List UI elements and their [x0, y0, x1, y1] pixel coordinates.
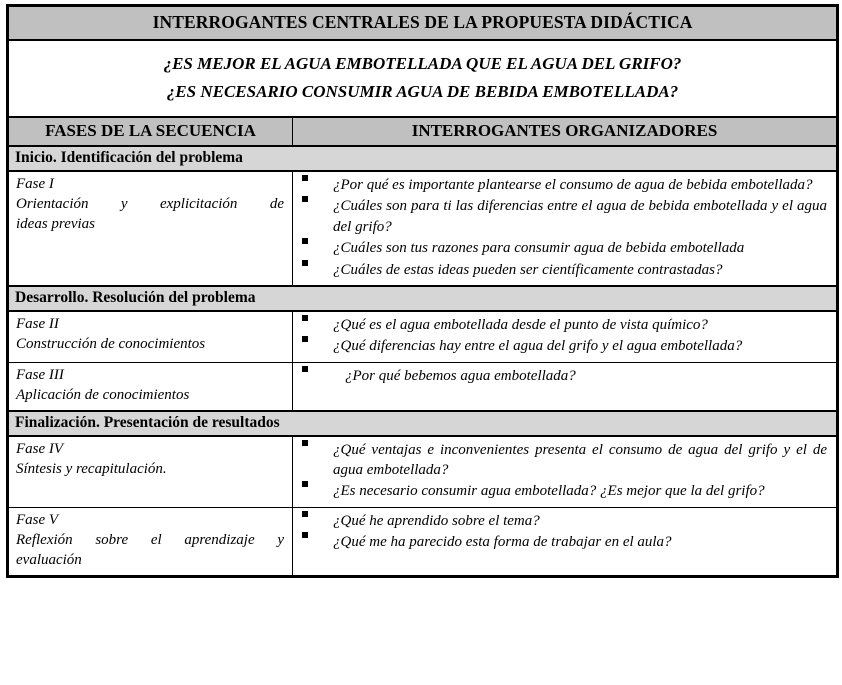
questions-cell-fase-i: [293, 171, 838, 286]
questions-cell-fase-iv: [293, 436, 838, 508]
square-bullet-icon: [302, 196, 308, 202]
phase-description-line-1: Reflexión sobre el aprendizaje y: [16, 531, 284, 548]
table-row-section-band: [8, 146, 838, 171]
driving-question-2: ¿ES NECESARIO CONSUMIR AGUA DE BEBIDA EMBOTELLADA?: [166, 81, 679, 101]
list-item: [293, 260, 827, 280]
list-item: [293, 175, 827, 195]
square-bullet-icon: [302, 440, 308, 446]
driving-question-1: ¿ES MEJOR EL AGUA EMBOTELLADA QUE EL AGUA DEL GRIFO?: [163, 54, 682, 73]
phase-cell-fase-v: [8, 507, 293, 576]
question-text: ¿Qué es el agua embotellada desde el punto de vista químico?: [333, 317, 708, 334]
phase-description-line-2: ideas previas: [16, 215, 96, 232]
table-row-driving-questions: [8, 40, 838, 117]
question-list: [293, 440, 827, 502]
square-bullet-icon: [302, 481, 308, 487]
square-bullet-icon: [302, 366, 308, 372]
table-row-section-band: [8, 411, 838, 436]
list-item: [293, 238, 827, 258]
phase-description-line-2: Aplicación de conocimientos: [16, 386, 190, 403]
table-row: [8, 507, 838, 576]
table-row-title: [8, 6, 838, 41]
phase-description-line-2: Construcción de conocimientos: [16, 335, 206, 352]
list-item: [293, 440, 827, 481]
question-text: ¿Por qué es importante plantearse el consumo de agua de bebida embotellada?: [333, 177, 813, 194]
driving-questions-cell: [8, 40, 838, 117]
question-text: ¿Por qué bebemos agua embotellada?: [345, 367, 576, 384]
phase-description-line-2: evaluación: [16, 551, 82, 568]
square-bullet-icon: [302, 260, 308, 266]
phase-name: Fase IV: [16, 440, 64, 457]
table-row: [8, 311, 838, 362]
square-bullet-icon: [302, 532, 308, 538]
table-row: [8, 436, 838, 508]
section-band-inicio: Inicio. Identificación del problema: [8, 146, 838, 171]
square-bullet-icon: [302, 238, 308, 244]
phase-cell-fase-iv: [8, 436, 293, 508]
phase-name: Fase V: [16, 511, 59, 528]
section-band-finalizacion: Finalización. Presentación de resultados: [8, 411, 838, 436]
list-item: [293, 196, 827, 237]
phase-cell-fase-ii: [8, 311, 293, 362]
question-text: ¿Cuáles son para ti las diferencias entre el agua de bebida embotellada y el agua del grifo?: [333, 198, 828, 235]
square-bullet-icon: [302, 175, 308, 181]
phase-name: Fase II: [16, 316, 59, 333]
column-header-phases: FASES DE LA SECUENCIA: [8, 117, 293, 146]
square-bullet-icon: [302, 511, 308, 517]
question-text: ¿Cuáles de estas ideas pueden ser científicamente contrastadas?: [333, 261, 723, 278]
list-item: [293, 511, 827, 531]
question-text: ¿Qué me ha parecido esta forma de trabajar en el aula?: [333, 534, 672, 551]
phase-description-line-1: Orientación y explicitación de: [16, 196, 284, 212]
page-title: INTERROGANTES CENTRALES DE LA PROPUESTA DIDÁCTICA: [8, 6, 838, 41]
question-text: ¿Qué he aprendido sobre el tema?: [333, 512, 540, 529]
list-item: [293, 532, 827, 552]
phase-name: Fase I: [16, 176, 54, 193]
table-row-column-headers: [8, 117, 838, 146]
phase-name: Fase III: [16, 366, 64, 383]
list-item: [293, 366, 827, 386]
list-item: [293, 481, 827, 501]
question-text: ¿Cuáles son tus razones para consumir agua de bebida embotellada: [333, 240, 745, 257]
column-header-questions: INTERROGANTES ORGANIZADORES: [293, 117, 838, 146]
question-list: [293, 175, 827, 280]
square-bullet-icon: [302, 315, 308, 321]
list-item: [293, 315, 827, 335]
question-list: [293, 511, 827, 553]
question-text: ¿Es necesario consumir agua embotellada? ¿Es mejor que la del grifo?: [333, 483, 765, 500]
questions-cell-fase-iii: [293, 362, 838, 410]
list-item: [293, 336, 827, 356]
table-row-section-band: [8, 286, 838, 311]
question-list: [293, 366, 827, 386]
questions-cell-fase-v: [293, 507, 838, 576]
phase-description-line-2: Síntesis y recapitulación.: [16, 460, 167, 477]
table-row: [8, 171, 838, 286]
questions-cell-fase-ii: [293, 311, 838, 362]
section-band-desarrollo: Desarrollo. Resolución del problema: [8, 286, 838, 311]
phase-cell-fase-iii: [8, 362, 293, 410]
didactic-proposal-table: [6, 4, 839, 578]
table-row: [8, 362, 838, 410]
question-text: ¿Qué diferencias hay entre el agua del grifo y el agua embotellada?: [333, 338, 743, 355]
square-bullet-icon: [302, 336, 308, 342]
phase-cell-fase-i: [8, 171, 293, 286]
question-text: ¿Qué ventajas e inconvenientes presenta el consumo de agua del grifo y el de agua embotellada?: [333, 441, 828, 479]
table-body: [8, 6, 838, 577]
question-list: [293, 315, 827, 357]
